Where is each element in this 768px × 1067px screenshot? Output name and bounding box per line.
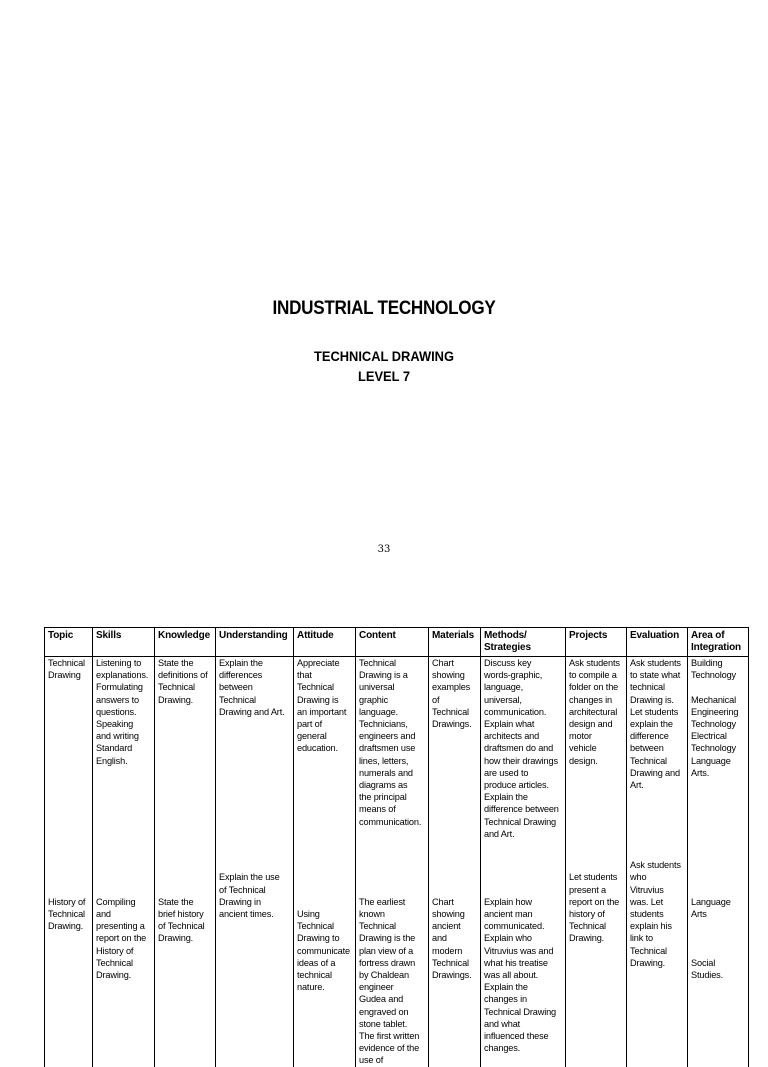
- header-methods-strategies: Methods/ Strategies: [481, 628, 566, 657]
- table-row: [45, 847, 749, 1067]
- curriculum-table: [44, 627, 749, 1067]
- table-cell: Explain the differences between Technical Drawing and Art.: [216, 657, 294, 848]
- table-cell: Technical Drawing: [45, 657, 93, 848]
- header-knowledge: Knowledge: [155, 628, 216, 657]
- table-cell: Building Technology Mechanical Engineering Technology Electrical Technology Language Arts.: [688, 657, 749, 848]
- table-cell: Using Technical Drawing to communicate ideas of a technical nature.: [294, 847, 356, 1067]
- table-cell: Chart showing ancient and modern Technical Drawings.: [429, 847, 481, 1067]
- table-cell: Discuss key words-graphic, language, universal, communication. Explain what architects and draftsmen do and how their drawings are used to produce articles. Explain the difference between Technical Drawing and Art.: [481, 657, 566, 848]
- table-cell: Ask students to compile a folder on the changes in architectural design and motor vehicle design.: [566, 657, 627, 848]
- table-row: [45, 657, 749, 848]
- header-understanding: Understanding: [216, 628, 294, 657]
- table-cell: Explain the use of Technical Drawing in ancient times.: [216, 847, 294, 1067]
- table-cell: History of Technical Drawing.: [45, 847, 93, 1067]
- table-cell: State the definitions of Technical Drawing.: [155, 657, 216, 848]
- table-cell: Technical Drawing is a universal graphic language. Technicians, engineers and draftsmen use lines, letters, numerals and diagrams as the principal means of communication.: [356, 657, 429, 848]
- table-cell: Explain how ancient man communicated. Explain who Vitruvius was and what his treatise was all about. Explain the changes in Technical Drawing and what influenced these changes.: [481, 847, 566, 1067]
- table-cell: Listening to explanations. Formulating answers to questions. Speaking and writing Standard English.: [93, 657, 155, 848]
- header-evaluation: Evaluation: [627, 628, 688, 657]
- table-cell: Ask students who Vitruvius was. Let students explain his link to Technical Drawing.: [627, 847, 688, 1067]
- header-materials: Materials: [429, 628, 481, 657]
- header-projects: Projects: [566, 628, 627, 657]
- page-number: 33: [377, 544, 391, 555]
- document-level: LEVEL 7: [357, 368, 411, 384]
- table-cell: Ask students to state what technical Drawing is. Let students explain the difference between Technical Drawing and Art.: [627, 657, 688, 848]
- header-content: Content: [356, 628, 429, 657]
- table-cell: Language Arts Social Studies.: [688, 847, 749, 1067]
- table-cell: Appreciate that Technical Drawing is an important part of general education.: [294, 657, 356, 848]
- table-cell: State the brief history of Technical Drawing.: [155, 847, 216, 1067]
- header-area-of-integration: Area of Integration: [688, 628, 749, 657]
- table-header-row: [45, 628, 749, 657]
- table-cell: Compiling and presenting a report on the History of Technical Drawing.: [93, 847, 155, 1067]
- header-skills: Skills: [93, 628, 155, 657]
- table-cell: Let students present a report on the history of Technical Drawing.: [566, 847, 627, 1067]
- table-cell: Chart showing examples of Technical Drawings.: [429, 657, 481, 848]
- table-cell: The earliest known Technical Drawing is the plan view of a fortress drawn by Chaldean engineer Gudea and engraved on stone tablet. The first written evidence of the use of: [356, 847, 429, 1067]
- header-topic: Topic: [45, 628, 93, 657]
- document-title: INDUSTRIAL TECHNOLOGY: [272, 298, 496, 319]
- header-attitude: Attitude: [294, 628, 356, 657]
- document-subtitle: TECHNICAL DRAWING: [313, 348, 455, 364]
